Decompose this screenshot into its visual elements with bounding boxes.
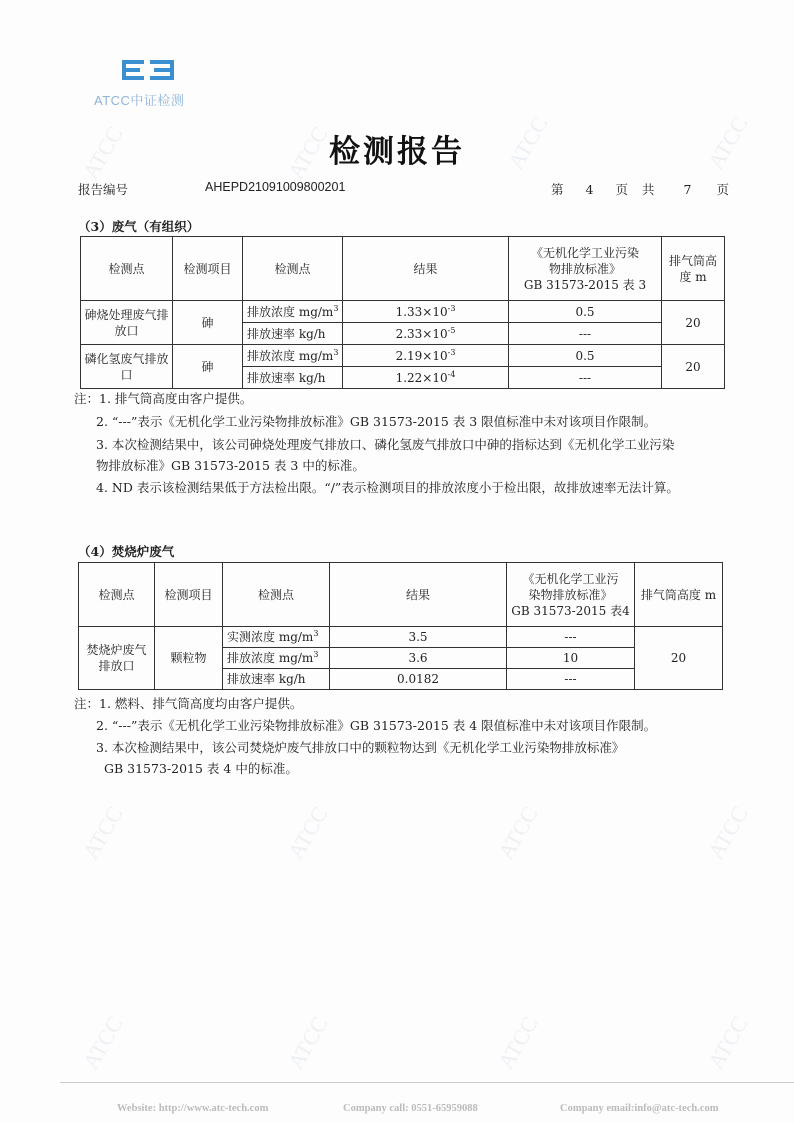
watermark: ATCC xyxy=(702,802,753,864)
table-cell xyxy=(243,301,343,323)
param-sup: 3 xyxy=(313,650,319,659)
footer-phone: Company call: 0551-65959088 xyxy=(343,1103,478,1114)
company-logo-text: ATCC中证检测 xyxy=(94,93,185,108)
header-standard-line: 染物排放标准》 xyxy=(528,587,613,602)
table-cell: 焚烧炉废气排放口 xyxy=(79,627,155,690)
note-line: 2. “---”表示《无机化学工业污染物排放标准》GB 31573-2015 表 3 限值标准中未对该项目作限制。 xyxy=(96,414,657,429)
page-mid: 页共 xyxy=(615,182,669,197)
header-cell: 排气筒高度 m xyxy=(635,563,723,627)
page-title: 检测报告 xyxy=(329,134,465,170)
table-cell: 砷 xyxy=(173,345,243,389)
table-cell: 20 xyxy=(635,627,723,690)
table-cell: --- xyxy=(509,323,662,345)
watermark: ATCC xyxy=(492,1012,543,1074)
note-line: 物排放标准》GB 31573-2015 表 3 中的标准。 xyxy=(96,458,365,473)
result-exp: -5 xyxy=(447,325,456,335)
table-cell xyxy=(343,345,509,367)
watermark: ATCC xyxy=(282,122,333,184)
table-cell xyxy=(343,301,509,323)
table-cell: 颗粒物 xyxy=(155,627,223,690)
table-cell: 0.5 xyxy=(509,301,662,323)
watermark: ATCC xyxy=(282,1012,333,1074)
table-cell: 20 xyxy=(662,345,725,389)
table-cell xyxy=(223,669,330,690)
result-mantissa: 2.33×10 xyxy=(395,326,448,341)
footer-divider xyxy=(60,1082,794,1083)
header-standard-line: GB 31573-2015 表4 xyxy=(511,603,630,618)
table-cell xyxy=(243,345,343,367)
param-text: 排放速率 kg/h xyxy=(247,370,326,385)
report-no-label: 报告编号 xyxy=(78,182,129,197)
header-standard-line: 《无机化学工业污 xyxy=(522,571,619,586)
result-exp: -3 xyxy=(447,303,456,313)
note-line: 4. ND 表示该检测结果低于方法检出限。“/”表示检测项目的排放浓度小于检出限，故排放速率无法计算。 xyxy=(96,480,679,495)
watermark: ATCC xyxy=(702,112,753,174)
header-cell: 检测点 xyxy=(243,237,343,301)
page-prefix: 第 xyxy=(551,182,564,197)
table-cell: 砷烧处理废气排放口 xyxy=(81,301,173,345)
footer-email: Company email:info@atc-tech.com xyxy=(560,1103,719,1114)
param-sup: 3 xyxy=(313,629,319,638)
note-line: 2. “---”表示《无机化学工业污染物排放标准》GB 31573-2015 表 4 限值标准中未对该项目作限制。 xyxy=(96,718,657,733)
table-cell: --- xyxy=(507,669,635,690)
header-cell: 检测项目 xyxy=(155,563,223,627)
table-cell: 20 xyxy=(662,301,725,345)
header-standard-line: 物排放标准》 xyxy=(548,261,621,276)
watermark: ATCC xyxy=(77,802,128,864)
header-cell: 排气筒高度 m xyxy=(662,237,725,301)
note-line: 3. 本次检测结果中，该公司焚烧炉废气排放口中的颗粒物达到《无机化学工业污染物排放标准》 xyxy=(96,740,625,755)
table-cell xyxy=(223,627,330,648)
result-exp: -3 xyxy=(447,347,456,357)
table-cell xyxy=(243,367,343,389)
table-cell xyxy=(243,323,343,345)
report-no: AHEPD21091009800201 xyxy=(205,180,346,194)
section-4-table xyxy=(78,562,723,690)
param-text: 排放速率 kg/h xyxy=(247,326,326,341)
watermark: ATCC xyxy=(502,112,553,174)
note-line: GB 31573-2015 表 4 中的标准。 xyxy=(104,761,298,776)
header-cell: 结果 xyxy=(343,237,509,301)
section-3-title: （3）废气（有组织） xyxy=(78,219,200,234)
note-line: 3. 本次检测结果中，该公司砷烧处理废气排放口、磷化氢废气排放口中砷的指标达到《无机化学工业污染 xyxy=(96,437,675,452)
table-cell: 磷化氢废气排放口 xyxy=(81,345,173,389)
company-logo-icon xyxy=(118,58,178,86)
table-cell: 3.5 xyxy=(330,627,507,648)
table-cell xyxy=(343,323,509,345)
table-cell xyxy=(343,367,509,389)
table-header-row xyxy=(81,237,725,301)
param-text: 排放浓度 mg/m xyxy=(247,348,334,363)
result-mantissa: 1.22×10 xyxy=(395,370,448,385)
param-sup: 3 xyxy=(333,303,339,313)
header-cell: 检测点 xyxy=(79,563,155,627)
page-suffix: 页 xyxy=(716,182,729,197)
table-cell: 3.6 xyxy=(330,648,507,669)
page-total: 7 xyxy=(683,182,692,197)
watermark: ATCC xyxy=(492,802,543,864)
header-cell: 检测点 xyxy=(81,237,173,301)
param-text: 排放浓度 mg/m xyxy=(227,651,314,665)
section-4-title: （4）焚烧炉废气 xyxy=(78,544,175,559)
result-exp: -4 xyxy=(447,369,456,379)
page-number xyxy=(551,180,729,198)
table-cell xyxy=(223,648,330,669)
table-cell: 0.0182 xyxy=(330,669,507,690)
header-standard-line: GB 31573-2015 表 3 xyxy=(523,277,647,292)
header-cell: 检测点 xyxy=(223,563,330,627)
param-text: 排放速率 kg/h xyxy=(227,672,306,686)
param-sup: 3 xyxy=(333,347,339,357)
note-line: 注：1. 燃料、排气筒高度均由客户提供。 xyxy=(74,696,303,711)
table-cell: --- xyxy=(507,627,635,648)
watermark: ATCC xyxy=(77,122,128,184)
table-cell: --- xyxy=(509,367,662,389)
table-cell: 砷 xyxy=(173,301,243,345)
table-row xyxy=(81,301,725,323)
section-3-table xyxy=(80,236,725,389)
param-text: 实测浓度 mg/m xyxy=(227,630,314,644)
header-cell: 结果 xyxy=(330,563,507,627)
page-current: 4 xyxy=(585,182,594,197)
result-mantissa: 2.19×10 xyxy=(395,348,448,363)
header-cell: 检测项目 xyxy=(173,237,243,301)
watermark: ATCC xyxy=(77,1012,128,1074)
header-standard-line: 《无机化学工业污染 xyxy=(530,245,639,260)
note-line: 注：1. 排气筒高度由客户提供。 xyxy=(74,391,253,406)
table-cell: 0.5 xyxy=(509,345,662,367)
header-cell xyxy=(509,237,662,301)
watermark: ATCC xyxy=(702,1012,753,1074)
header-cell xyxy=(507,563,635,627)
table-cell: 10 xyxy=(507,648,635,669)
watermark: ATCC xyxy=(282,802,333,864)
table-header-row xyxy=(79,563,723,627)
table-row xyxy=(79,627,723,648)
result-mantissa: 1.33×10 xyxy=(395,304,448,319)
footer-website: Website: http://www.atc-tech.com xyxy=(117,1103,269,1114)
param-text: 排放浓度 mg/m xyxy=(247,304,334,319)
table-row xyxy=(81,345,725,367)
